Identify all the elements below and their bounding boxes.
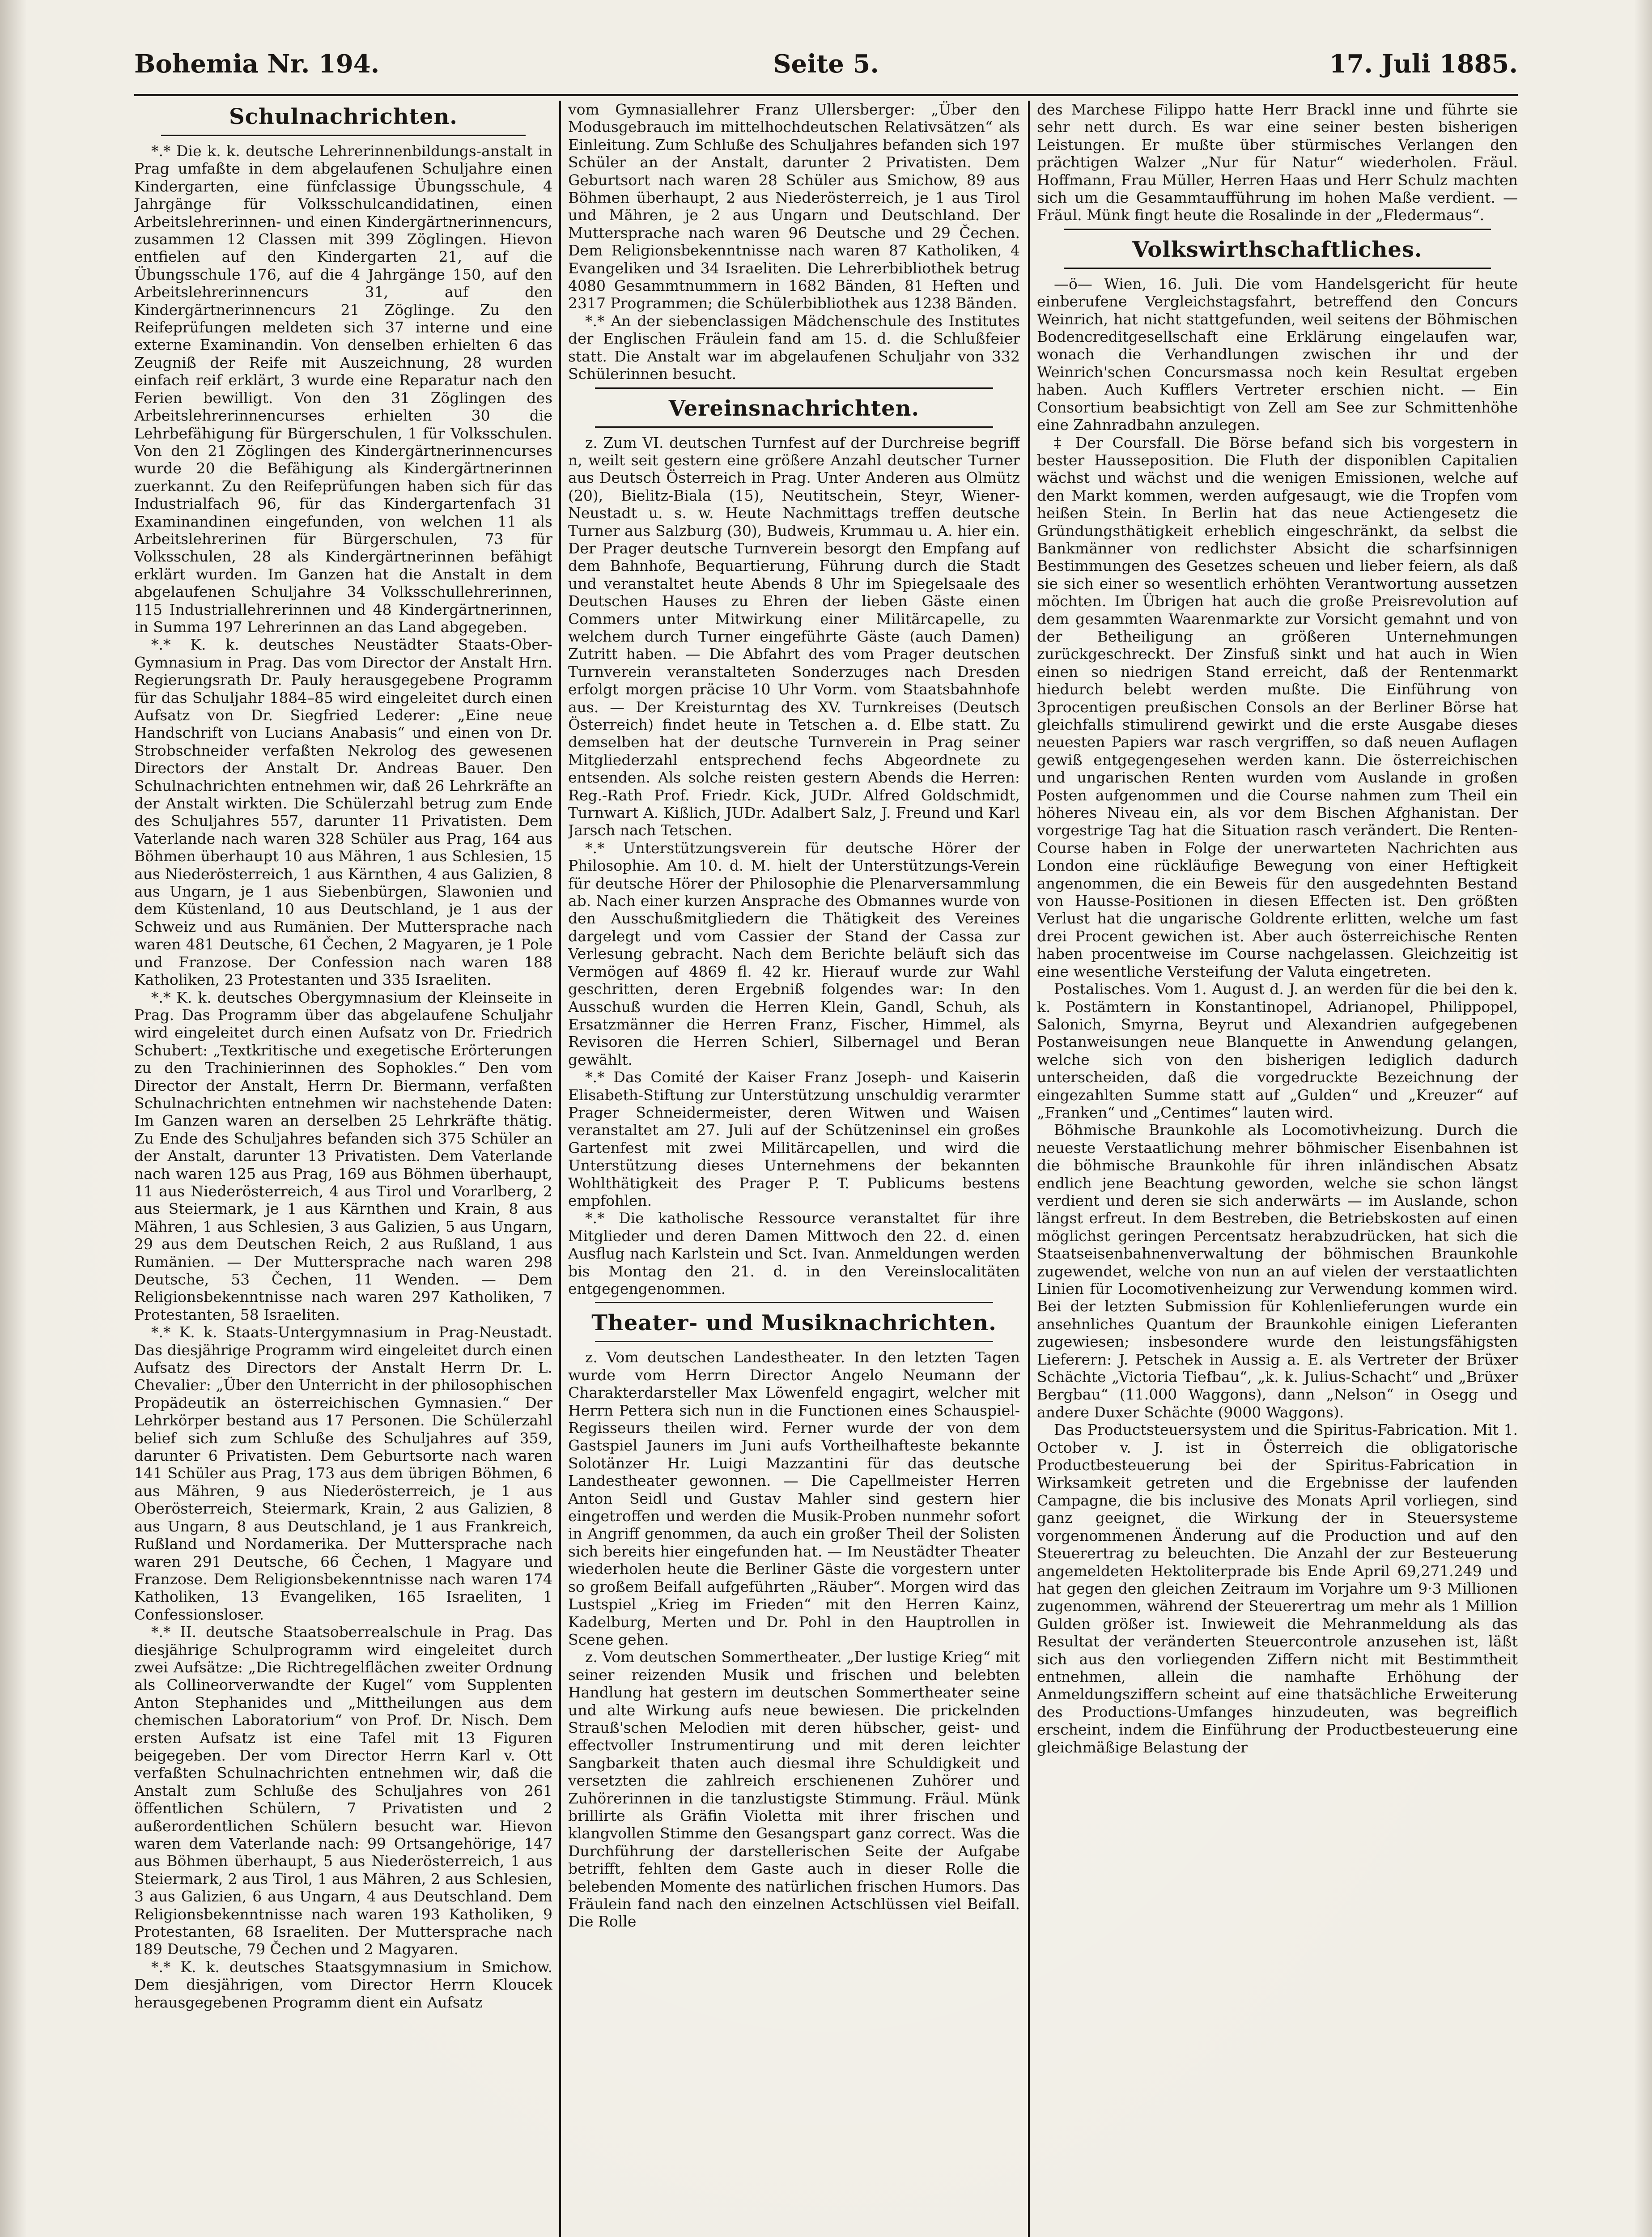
header-publication: Bohemia Nr. 194. (134, 49, 380, 79)
page-edge-shadow (1634, 0, 1652, 2237)
column-divider (559, 101, 561, 2237)
section-title-schulnachrichten: Schulnachrichten. (229, 104, 458, 129)
section-rule (161, 135, 526, 136)
article-paragraph: *.* K. k. deutsches Staatsgymnasium in Smichow. Dem diesjährigen, vom Director Herrn Kloucek herausgegebenen Programm dient ein Aufsatz (134, 1958, 552, 2011)
section-rule (1064, 229, 1491, 230)
column-1 (134, 101, 552, 2237)
article-paragraph: z. Vom deutschen Sommertheater. „Der lustige Krieg“ mit seiner reizenden Musik und frischen und belebten Handlung hat gestern im deutschen Sommertheater seine und alte Wirkung aufs neue bewiesen. Die prickelnden Strauß'schen Melodien mit deren hübscher, geist- und effectvoller Instrumentirung und mit deren leichter Sangbarkeit thaten auch diesmal ihre Schuldigkeit und versetzten die zahlreich erschienenen Zuhörer und Zuhörerinnen in die tanzlustigste Stimmung. Fräul. Münk brillirte als Gräfin Violetta mit ihrer frischen und klangvollen Stimme den Gesangspart ganz correct. Was die Durchführung der darstellerischen Seite der Aufgabe betrifft, fehlten dem Gaste auch in dieser Rolle die belebenden Momente des natürlichen frischen Humors. Das Fräulein fand nach den einzelnen Actschlüssen viel Beifall. Die Rolle (568, 1648, 1020, 1931)
article-paragraph: *.* II. deutsche Staatsoberrealschule in Prag. Das diesjährige Schulprogramm wird eingeleitet durch zwei Aufsätze: „Die Richtregelflächen zweiter Ordnung als Collineorverwandte der Kugel“ vom Supplenten Anton Stephanides und „Mittheilungen aus dem chemischen Laboratorium“ von Prof. Dr. Nisch. Dem ersten Aufsatz ist eine Tafel mit 13 Figuren beigegeben. Der vom Director Herrn Karl v. Ott verfaßten Schulnachrichten entnehmen wir, daß die Anstalt zum Schluße des Schuljahres von 261 öffentlichen Schülern, 7 Privatisten und 2 außerordentlichen Schülern besucht war. Hievon waren dem Vaterlande nach: 99 Ortsangehörige, 147 aus Böhmen überhaupt, 5 aus Niederösterreich, 1 aus Steiermark, 2 aus Tirol, 1 aus Mähren, 2 aus Schlesien, 3 aus Galizien, 6 aus Ungarn, 4 aus Deutschland. Dem Religionsbekenntnisse nach waren 193 Katholiken, 9 Protestanten, 68 Israeliten. Der Muttersprache nach 189 Deutsche, 79 Čechen und 2 Magyaren. (134, 1623, 552, 1958)
section-title-vereinsnachrichten: Vereinsnachrichten. (668, 396, 920, 421)
article-paragraph: *.* Die katholische Ressource veranstaltet für ihre Mitglieder und deren Damen Mittwoch den 22. d. einen Ausflug nach Karlstein und Sct. Ivan. Anmeldungen werden bis Montag den 21. d. in den Vereinslocalitäten entgegengenommen. (568, 1209, 1020, 1297)
page-header (134, 40, 1518, 89)
section-rule (1064, 268, 1491, 269)
article-paragraph: *.* K. k. Staats-Untergymnasium in Prag-Neustadt. Das diesjährige Programm wird eingeleitet durch einen Aufsatz des Directors der Anstalt Herrn Dr. L. Chevalier: „Über den Unterricht in der philosophischen Propädeutik an österreichischen Gymnasien.“ Der Lehrkörper bestand aus 17 Personen. Die Schülerzahl belief sich zum Schluße des Schuljahres auf 359, darunter 6 Privatisten. Dem Geburtsorte nach waren 141 Schüler aus Prag, 173 aus dem übrigen Böhmen, 6 aus Mähren, 9 aus Niederösterreich, je 1 aus Oberösterreich, Steiermark, Krain, 2 aus Galizien, 8 aus Ungarn, 8 aus Deutschland, je 1 aus Frankreich, Rußland und Nordamerika. Der Muttersprache nach waren 291 Deutsche, 66 Čechen, 1 Magyare und Franzose. Dem Religionsbekenntnisse nach waren 174 Katholiken, 13 Evangeliken, 165 Israeliten, 1 Confessionsloser. (134, 1323, 552, 1623)
section-rule (595, 1302, 993, 1303)
article-paragraph: vom Gymnasiallehrer Franz Ullersberger: „Über den Modusgebrauch im mittelhochdeutschen Relativsätzen“ als Einleitung. Zum Schluße des Schuljahres befanden sich 197 Schüler an der Anstalt, darunter 2 Privatisten. Dem Geburtsort nach waren 28 Schüler aus Smichow, 89 aus Böhmen überhaupt, 2 aus Niederösterreich, je 1 aus Tirol und Mähren, je 2 aus Ungarn und Deutschland. Der Muttersprache nach waren 96 Deutsche und 29 Čechen. Dem Religionsbekenntnisse nach waren 87 Katholiken, 4 Evangeliken und 34 Israeliten. Die Lehrerbibliothek betrug 4080 Gesammtnummern in 1682 Bänden, 81 Heften und 2317 Programmen; die Schülerbibliothek aus 1238 Bänden. (568, 101, 1020, 312)
article-paragraph: *.* K. k. deutsches Obergymnasium der Kleinseite in Prag. Das Programm über das abgelaufene Schuljahr wird eingeleitet durch einen Aufsatz von Dr. Friedrich Schubert: „Textkritische und exegetische Erörterungen zu den Trachinierinnen des Sophokles.“ Den vom Director der Anstalt, Herrn Dr. Biermann, verfaßten Schulnachrichten entnehmen wir nachstehende Daten: Im Ganzen waren an derselben 25 Lehrkräfte thätig. Zu Ende des Schuljahres befanden sich 375 Schüler an der Anstalt, darunter 13 Privatisten. Dem Vaterlande nach waren 125 aus Prag, 169 aus Böhmen überhaupt, 11 aus Niederösterreich, 4 aus Tirol und Vorarlberg, 2 aus Steiermark, je 1 aus Kärnthen und Krain, 8 aus Mähren, 1 aus Schlesien, 3 aus Galizien, 5 aus Ungarn, 29 aus dem Deutschen Reich, 2 aus Rußland, 1 aus Rumänien. — Der Muttersprache nach waren 298 Deutsche, 53 Čechen, 11 Wenden. — Dem Religionsbekenntnisse nach waren 297 Katholiken, 7 Protestanten, 58 Israeliten. (134, 988, 552, 1323)
article-paragraph: des Marchese Filippo hatte Herr Brackl inne und führte sie sehr nett durch. Es war eine seiner besten bisherigen Leistungen. Er mußte über stürmisches Verlangen den prächtigen Walzer „Nur für Natur“ wiederholen. Fräul. Hoffmann, Frau Müller, Herren Haas und Herr Schulz machten sich um die Gesammtaufführung im hohen Maße verdient. — Fräul. Münk fingt heute die Rosalinde in der „Fledermaus“. (1037, 101, 1518, 224)
column-3 (1037, 101, 1518, 2237)
article-paragraph: z. Zum VI. deutschen Turnfest auf der Durchreise begriff n, weilt seit gestern eine größere Anzahl deutscher Turner aus Deutsch Österreich in Prag. Unter Anderen aus Olmütz (20), Bielitz-Biala (15), Neutitschein, Steyr, Wiener-Neustadt u. s. w. Heute Nachmittags treffen deutsche Turner aus Salzburg (30), Budweis, Krummau u. A. hier ein. Der Prager deutsche Turnverein besorgt den Empfang auf dem Bahnhofe, Bequartierung, Führung durch die Stadt und veranstaltet heute Abends 8 Uhr im Spiegelsaale des Deutschen Hauses zu Ehren der lieben Gäste einen Commers unter Mitwirkung einer Militärcapelle, zu welchem durch Turner eingeführte Gäste (auch Damen) Zutritt haben. — Die Abfahrt des vom Prager deutschen Turnverein veranstalteten Sonderzuges nach Dresden erfolgt morgen präcise 10 Uhr Vorm. vom Staatsbahnhofe aus. — Der Kreisturntag des XV. Turnkreises (Deutsch Österreich) findet heute in Tetschen a. d. Elbe statt. Zu demselben hat der deutsche Turnverein in Prag seiner Mitgliederzahl entsprechend fechs Abgeordnete zu entsenden. Als solche reisten gestern Abends die Herren: Reg.-Rath Prof. Friedr. Kick, JUDr. Alfred Goldschmidt, Turnwart A. Kißlich, JUDr. Adalbert Salz, J. Freund und Karl Jarsch nach Tetschen. (568, 434, 1020, 839)
section-title-volkswirthschaftliches: Volkswirthschaftliches. (1132, 237, 1423, 262)
header-date: 17. Juli 1885. (1329, 49, 1518, 79)
article-paragraph: Postalisches. Vom 1. August d. J. an werden für die bei den k. k. Postämtern in Konstantinopel, Adrianopel, Philippopel, Salonich, Smyrna, Beyrut und Alexandrien aufgegebenen Postanweisungen neue Blanquette in Anwendung gelangen, welche sich von den bisherigen lediglich dadurch unterscheiden, daß die vorgedruckte Bezeichnung der eingezahlten Summe statt auf „Gulden“ und „Kreuzer“ auf „Franken“ und „Centimes“ lauten wird. (1037, 980, 1518, 1121)
article-paragraph: *.* Die k. k. deutsche Lehrerinnenbildungs-anstalt in Prag umfaßte in dem abgelaufenen Schuljahre einen Kindergarten, eine fünfclassige Übungsschule, 4 Jahrgänge für Volksschulcandidatinen, einen Arbeitslehrerinnen- und einen Kindergärtnerinnencurs, zusammen 12 Classen mit 399 Zöglingen. Hievon entfielen auf den Kindergarten 21, auf die Übungsschule 176, auf die 4 Jahrgänge 150, auf den Arbeitslehrerinnencurs 31, auf den Kindergärtnerinnencurs 21 Zöglinge. Zu den Reifeprüfungen meldeten sich 37 interne und eine externe Examinandin. Von denselben erhielten 6 das Zeugniß der Reife mit Auszeichnung, 28 wurden einfach reif erklärt, 3 wurde eine Reparatur nach den Ferien bewilligt. Von den 31 Zöglingen des Arbeitslehrerinnencurses erhielten 30 die Lehrbefähigung für Bürgerschulen, 1 für Volksschulen. Von den 21 Zöglingen des Kindergärtnerinnencurses wurde 20 die Befähigung als Kindergärtnerinnen zuerkannt. Zu den Reifeprüfungen haben sich für das Industrialfach 96, für das Kindergartenfach 31 Examinandinen eingefunden, von welchen 11 als Arbeitslehrerinen für Bürgerschulen, 73 für Volksschulen, 28 als Kindergärtnerinnen befähigt erklärt wurden. Im Ganzen hat die Anstalt in dem abgelaufenen Schuljahre 34 Volksschullehrerinnen, 115 Industriallehrerinnen und 48 Kindergärtnerinnen, in Summa 197 Lehrerinnen an das Land abgegeben. (134, 142, 552, 636)
article-paragraph: *.* Das Comité der Kaiser Franz Joseph- und Kaiserin Elisabeth-Stiftung zur Unterstützung unschuldig verarmter Prager Schneidermeister, deren Witwen und Waisen veranstaltet am 27. Juli auf der Schützeninsel ein großes Gartenfest mit zwei Militärcapellen, und wird die Unterstützung dieses Unternehmens der bekannten Wohlthätigkeit des Prager P. T. Publicums bestens empfohlen. (568, 1068, 1020, 1209)
article-paragraph: Das Productsteuersystem und die Spiritus-Fabrication. Mit 1. October v. J. ist in Österreich die obligatorische Productbesteuerung bei der Spiritus-Fabrication in Wirksamkeit getreten und die Ergebnisse der laufenden Campagne, die bis inclusive des Monats April vorliegen, sind ganz geeignet, die Wirkung der in Steuersysteme vorgenommenen Änderung auf die Production und auf den Steuerertrag zu beleuchten. Die Anzahl der zur Besteuerung angemeldeten Hektoliterprade bis Ende April 69,271.249 und hat gegen den gleichen Zeitraum im Vorjahre um 9·3 Millionen zugenommen, während der Steuerertrag um mehr als 1 Million Gulden größer ist. Inwieweit die Mehranmeldung als das Resultat der veränderten Steuercontrole anzusehen ist, läßt sich aus den vorliegenden Ziffern nicht mit Bestimmtheit entnehmen, allein die namhafte Erhöhung der Anmeldungsziffern scheint auf eine thatsächliche Erweiterung des Productions-Umfanges hinzudeuten, was begreiflich erscheint, indem die Einführung der Productbesteuerung eine gleichmäßige Belastung der (1037, 1421, 1518, 1756)
header-page-number: Seite 5. (773, 49, 879, 79)
column-divider (1028, 101, 1030, 2237)
article-paragraph: *.* K. k. deutsches Neustädter Staats-Ober-Gymnasium in Prag. Das vom Director der Anstalt Hrn. Regierungsrath Dr. Pauly herausgegebene Programm für das Schuljahr 1884–85 wird eingeleitet durch einen Aufsatz von Dr. Siegfried Lederer: „Eine neue Handschrift von Lucians Anabasis“ und einen von Dr. Strobschneider verfaßten Nekrolog des gewesenen Directors der Anstalt Dr. Andreas Bauer. Den Schulnachrichten entnehmen wir, daß 26 Lehrkräfte an der Anstalt wirkten. Die Schülerzahl betrug zum Ende des Schuljahres 557, darunter 11 Privatisten. Dem Vaterlande nach waren 328 Schüler aus Prag, 164 aus Böhmen überhaupt 10 aus Mähren, 1 aus Schlesien, 15 aus Niederösterreich, 1 aus Kärnthen, 4 aus Galizien, 8 aus Ungarn, je 1 aus Siebenbürgen, Slawonien und dem Küstenland, 10 aus Deutschland, je 1 aus der Schweiz und aus Rumänien. Der Muttersprache nach waren 481 Deutsche, 61 Čechen, 2 Magyaren, je 1 Pole und Franzose. Der Confession nach waren 188 Katholiken, 23 Protestanten und 335 Israeliten. (134, 636, 552, 989)
article-paragraph: z. Vom deutschen Landestheater. In den letzten Tagen wurde vom Herrn Director Angelo Neumann der Charakterdarsteller Max Löwenfeld engagirt, welcher mit Herrn Pettera sich nun in die Functionen eines Schauspiel-Regisseurs theilen wird. Ferner wurde der von dem Gastspiel Jauners im Juni aufs Vortheilhafteste bekannte Solotänzer Hr. Luigi Mazzantini für das deutsche Landestheater gewonnen. — Die Capellmeister Herren Anton Seidl und Gustav Mahler sind gestern hier eingetroffen und werden die Musik-Proben nunmehr sofort in Angriff genommen, da auch ein großer Theil der Solisten sich bereits hier eingefunden hat. — Im Neustädter Theater wiederholen heute die Berliner Gäste die vorgestern unter so großem Beifall aufgeführten „Räuber“. Morgen wird das Lustspiel „Krieg im Frieden“ mit den Herren Kainz, Kadelburg, Merten und Dr. Pohl in den Hauptrollen in Scene gehen. (568, 1348, 1020, 1648)
section-rule (595, 426, 993, 428)
article-paragraph: Böhmische Braunkohle als Locomotivheizung. Durch die neueste Verstaatlichung mehrer böhmischer Eisenbahnen ist die böhmische Braunkohle für ihren inländischen Absatz endlich jene Beachtung geworden, welche sie schon längst verdient und deren sie sich anderwärts — im Auslande, schon längst erfreut. In dem Bestreben, die Betriebskosten auf einen möglichst geringen Percentsatz herabzudrücken, hat sich die Staatseisenbahnenverwaltung der böhmischen Braunkohle zugewendet, welche von nun an auf vielen der verstaatlichten Linien für Locomotivenheizung zur Verwendung kommen wird. Bei der letzten Submission für Kohlenlieferungen wurde ein ansehnliches Quantum der Braunkohle einigen Lieferanten zugewiesen; insbesondere wurde den leistungsfähigsten Lieferern: J. Petschek in Aussig a. E. als Vertreter der Brüxer Schächte „Victoria Tiefbau“, „k. k. Julius-Schacht“ und „Brüxer Bergbau“ (11.000 Waggons), dann „Nelson“ in Osegg und andere Duxer Schächte (9000 Waggons). (1037, 1121, 1518, 1421)
column-2 (568, 101, 1020, 2237)
article-paragraph: *.* Unterstützungsverein für deutsche Hörer der Philosophie. Am 10. d. M. hielt der Unterstützungs-Verein für deutsche Hörer der Philosophie die Plenarversammlung ab. Nach einer kurzen Ansprache des Obmannes wurde von den Ausschußmitgliedern die Thätigkeit des Vereines dargelegt und vom Cassier der Stand der Cassa zur Verlesung gebracht. Nach dem Berichte beläuft sich das Vermögen auf 4869 fl. 42 kr. Hierauf wurde zur Wahl geschritten, deren Ergebniß folgendes war: In den Ausschuß wurden die Herren Klein, Gandl, Schuh, als Ersatzmänner die Herren Franz, Fischer, Himmel, als Revisoren die Herren Schierl, Silbernagel und Beran gewählt. (568, 839, 1020, 1068)
section-title-theater: Theater- und Musiknachrichten. (591, 1310, 997, 1336)
article-paragraph: ‡ Der Coursfall. Die Börse befand sich bis vorgestern in bester Hausseposition. Die Fluth der disponiblen Capitalien wächst und wächst und die wenigen Emissionen, welche auf den Markt kommen, werden aufgesaugt, wie die Tropfen vom heißen Stein. In Berlin hat das neue Actiengesetz die Gründungsthätigkeit erheblich eingeschränkt, da selbst die Bankmänner von redlichster Absicht die scharfsinnigen Bestimmungen des Gesetzes scheuen und lieber feiern, als daß sie sich einer so wesentlich erhöhten Verantwortung aussetzen möchten. Im Übrigen hat auch die große Preisrevolution auf dem gesammten Waarenmarkte zur Vorsicht gemahnt und von der Betheiligung an größeren Unternehmungen zurückgeschreckt. Der Zinsfuß sinkt und hat auch in Wien einen so niedrigen Stand erreicht, daß der Rentenmarkt hiedurch belebt werden mußte. Die Einführung von 3procentigen preußischen Consols an der Berliner Börse hat gleichfalls stimulirend gewirkt und die erste Ausgabe dieses neuesten Papiers war rasch vergriffen, so daß neuen Auflagen gewiß entgegengesehen werden kann. Die österreichischen und ungarischen Renten wurden vom Auslande in großen Posten aufgenommen und die Course nahmen zum Theil ein höheres Niveau ein, als vor dem Bischen Afghanistan. Der vorgestrige Tag hat die Situation rasch verändert. Die Renten-Course haben in Folge der unerwarteten Nachrichten aus London eine rückläufige Bewegung von einer Heftigkeit angenommen, die ein Beweis für den ausgedehnten Bestand von Hausse-Positionen in diesen Effecten ist. Den größten Verlust hat die ungarische Goldrente erlitten, welche um fast drei Procent gewichen ist. Aber auch österreichische Renten haben procentweise im Course nachgelassen. Gleichzeitig ist eine wesentliche Versteifung der Valuta eingetreten. (1037, 434, 1518, 980)
page-edge-shadow (0, 0, 27, 2237)
article-paragraph: *.* An der siebenclassigen Mädchenschule des Institutes der Englischen Fräulein fand am 15. d. die Schlußfeier statt. Die Anstalt war im abgelaufenen Schuljahr von 332 Schülerinnen besucht. (568, 312, 1020, 383)
section-rule (595, 1341, 993, 1342)
section-rule (595, 387, 993, 389)
header-rule (134, 94, 1518, 96)
article-paragraph: —ö— Wien, 16. Juli. Die vom Handelsgericht für heute einberufene Vergleichstagsfahrt, betreffend den Concurs Weinrich, hat nicht stattgefunden, weil seitens der Böhmischen Bodencreditgesellschaft eine Erklärung eingelaufen war, wonach die Verhandlungen zwischen ihr und der Weinrich'schen Concursmassa noch kein Resultat ergeben haben. Auch Kufflers Vertreter erschien nicht. — Ein Consortium beabsichtigt von Zell am See zur Schmittenhöhe eine Zahnradbahn anzulegen. (1037, 275, 1518, 434)
